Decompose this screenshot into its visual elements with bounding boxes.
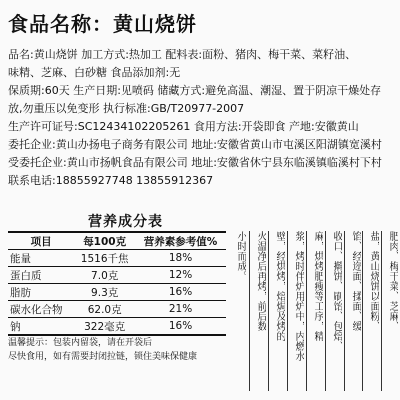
nutrient-nrv: 12% [135, 267, 226, 284]
nutrient-name: 碳水化合物 [8, 301, 74, 318]
nutrient-nrv: 16% [135, 284, 226, 301]
nutrient-amount: 7.0克 [74, 267, 135, 284]
nutrient-nrv: 18% [135, 250, 226, 267]
nutrition-header: 营养素参考值% [135, 232, 226, 250]
intro-column: 收口、擀饼、刷饴、包焙、 [331, 231, 342, 351]
column-divider [268, 231, 269, 391]
intro-column: 火温净后再烤，前后数 [255, 231, 266, 331]
nutrient-name: 钠 [8, 318, 74, 336]
nutrition-title: 营养成分表 [88, 214, 163, 230]
nutrient-amount: 62.0克 [74, 301, 135, 318]
column-divider [381, 231, 382, 391]
nutrient-amount: 1516千焦 [74, 250, 135, 267]
nutrition-row [8, 301, 226, 318]
warm-tip [8, 336, 226, 364]
info-line: 联系电话:18855927748 13855912367 [8, 174, 214, 187]
column-divider [287, 231, 288, 391]
info-line: 保质期:60天 生产日期:见喷码 储藏方式:避免高温、潮湿、置于阴凉干燥处存 [8, 84, 382, 97]
column-divider [344, 231, 345, 391]
info-line: 品名:黄山烧饼 加工方式:热加工 配料表:面粉、猪肉、梅干菜、菜籽油、 [8, 48, 357, 61]
intro-column: 麻，烘烤肥瘦等工序，精 [312, 231, 323, 341]
info-line: 受委托企业:黄山市扬帆食品有限公司 地址:安徽省休宁县东临溪镇临溪村下村 [8, 156, 382, 169]
column-divider [325, 231, 326, 391]
intro-column: 小时而成。 [235, 231, 246, 281]
nutrition-table [8, 231, 226, 336]
nutrient-name: 蛋白质 [8, 267, 74, 284]
column-divider [249, 231, 250, 391]
nutrition-row [8, 267, 226, 284]
info-line: 味精、芝麻、白砂糖 食品添加剂:无 [8, 66, 181, 79]
info-line: 生产许可证号:SC12434102205261 食用方法:开袋即食 产地:安徽黄山 [8, 120, 359, 133]
nutrition-row [8, 250, 226, 267]
tip-line: 尽快食用，如有需要封闭拉链，锁住美味保健康 [8, 352, 198, 362]
nutrition-row [8, 318, 226, 336]
intro-column: 浆，烤时伴炉用炉中，内燃水 [293, 231, 304, 361]
nutrient-nrv: 16% [135, 318, 226, 336]
nutrient-nrv: 21% [135, 301, 226, 318]
intro-column: 肥肉、梅干菜、芝麻、 [387, 231, 398, 331]
nutrition-header-row [8, 232, 226, 250]
nutrient-amount: 9.3克 [74, 284, 135, 301]
tip-line: 温馨提示：包装内留袋，请在开袋后 [8, 338, 153, 348]
column-divider [306, 231, 307, 391]
product-info [8, 46, 394, 190]
nutrition-header: 项目 [8, 232, 74, 250]
product-title: 食品名称：黄山烧饼 [8, 12, 197, 36]
info-line: 委托企业:黄山办扬电子商务有限公司 地址:安徽省黄山市屯溪区阳湖镇宽溪村 [8, 138, 382, 151]
intro-column: 馅、经迩面、揉面、缓 [350, 231, 361, 331]
column-divider [362, 231, 363, 391]
nutrient-name: 脂肪 [8, 284, 74, 301]
nutrient-name: 能量 [8, 250, 74, 267]
intro-column: 盐，黄山烧饼以面粉、 [368, 231, 379, 331]
intro-column: 壁，经烘烤，焙焗及烤的 [274, 231, 285, 341]
info-line: 放,勿重压以免变形 执行标准:GB/T20977-2007 [8, 102, 245, 115]
nutrition-header: 每100克 [74, 232, 135, 250]
nutrition-row [8, 284, 226, 301]
nutrient-amount: 322毫克 [74, 318, 135, 336]
